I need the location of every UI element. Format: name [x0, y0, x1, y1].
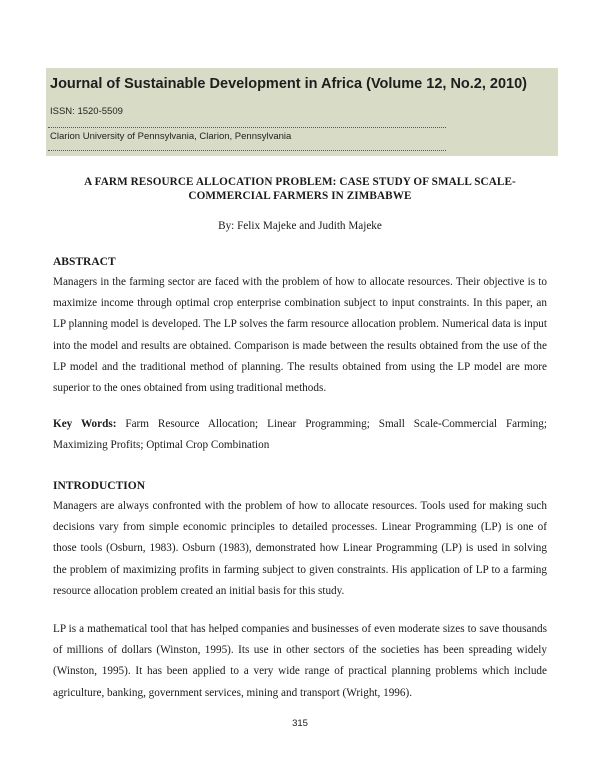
keywords-label: Key Words:	[53, 418, 117, 430]
page-number: 315	[292, 718, 308, 729]
introduction-heading: INTRODUCTION	[53, 480, 146, 492]
abstract-text: Managers in the farming sector are faced with the problem of how to allocate resources. Their objective is to maximize income through optimal crop enterprise combination subject to input constraints. In this paper, an LP planning model is developed. The LP solves the farm resource allocation problem. Numerical data is input into the model and results are obtained. Comparison is made between the results obtained from the use of the LP model and the traditional method of planning. The results obtained from using the LP model are more superior to the ones obtained from using traditional methods.	[53, 276, 547, 395]
dotted-rule	[48, 150, 446, 151]
paper-title: A FARM RESOURCE ALLOCATION PROBLEM: CASE STUDY OF SMALL SCALE-COMMERCIAL FARMERS IN ZIMBABWE	[84, 176, 516, 202]
journal-title: Journal of Sustainable Development in Africa (Volume 12, No.2, 2010)	[50, 76, 528, 92]
intro-paragraph-2: LP is a mathematical tool that has helped companies and businesses of even moderate sizes to save thousands of millions of dollars (Winston, 1995). Its use in other sectors of the societies has been spreading widely (Winston, 1995). It has been applied to a very wide range of practical planning problems which include agriculture, banking, government services, mining and transport (Wright, 1996).	[53, 623, 547, 699]
keywords	[53, 414, 547, 456]
authors: By: Felix Majeke and Judith Majeke	[218, 220, 382, 232]
keywords-text: Farm Resource Allocation; Linear Programming; Small Scale-Commercial Farming; Maximizing Profits; Optimal Crop Combination	[53, 418, 547, 452]
issn: ISSN: 1520-5509	[50, 106, 123, 117]
dotted-rule	[48, 127, 446, 128]
abstract-heading: ABSTRACT	[53, 256, 116, 268]
intro-paragraph-1: Managers are always confronted with the problem of how to allocate resources. Tools used for making such decisions vary from simple economic principles to detailed processes. Linear Programming (LP) is one of those tools (Osburn, 1983). Osburn (1983), demonstrated how Linear Programming (LP) is used in solving the problem of maximizing profits in farming subject to given constraints. His application of LP to a farming resource allocation problem created an initial basis for this study.	[53, 500, 547, 597]
affiliation: Clarion University of Pennsylvania, Clarion, Pennsylvania	[50, 131, 292, 142]
